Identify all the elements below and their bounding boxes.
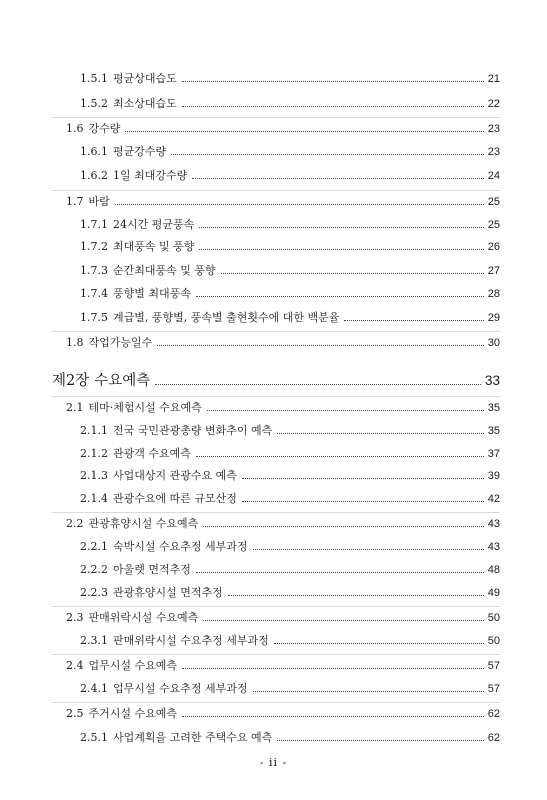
toc-entry[interactable] xyxy=(80,634,500,648)
toc-entry-title: 순간최대풍속 및 풍향 xyxy=(113,264,216,277)
toc-entry-title: 테마·체험시설 수요예측 xyxy=(88,401,202,414)
toc-entry[interactable] xyxy=(80,447,500,461)
toc-entry-title: 사업대상지 관광수요 예측 xyxy=(113,469,237,482)
toc-entry[interactable] xyxy=(66,659,500,673)
toc-entry-title: 아울렛 면적추정 xyxy=(113,563,191,576)
toc-dot-leader xyxy=(203,526,483,527)
section-divider xyxy=(52,117,500,118)
toc-dot-leader xyxy=(344,320,483,321)
toc-entry-page: 35 xyxy=(487,402,500,414)
toc-dot-leader xyxy=(277,433,483,434)
toc-entry-title: 판매위락시설 수요예측 xyxy=(88,611,199,624)
toc-entry-number: 2.4.1 xyxy=(80,682,108,695)
toc-entry-title: 계급별, 풍향별, 풍속별 출현횟수에 대한 백분율 xyxy=(113,311,340,324)
section-divider xyxy=(52,331,500,332)
toc-entry[interactable] xyxy=(80,145,500,159)
toc-entry-page: 43 xyxy=(487,541,500,553)
toc-entry-page: 35 xyxy=(487,425,500,437)
toc-entry-title: 작업가능일수 xyxy=(88,336,153,349)
toc-entry-title: 관광휴양시설 수요예측 xyxy=(88,517,199,530)
toc-entry[interactable] xyxy=(66,195,500,209)
toc-entry-number: 2.1.3 xyxy=(80,469,108,482)
toc-entry-page: 43 xyxy=(487,518,500,530)
toc-dot-leader xyxy=(182,106,484,107)
toc-entry-title: 최소상대습도 xyxy=(113,97,177,110)
toc-dot-leader xyxy=(253,549,484,550)
toc-entry-number: 1.5.1 xyxy=(80,72,108,85)
toc-entry-title: 강수량 xyxy=(88,122,121,135)
toc-dot-leader xyxy=(125,131,483,132)
toc-entry-page: 62 xyxy=(487,708,500,720)
toc-dot-leader xyxy=(182,716,484,717)
toc-entry-number: 2.2 xyxy=(66,517,84,530)
toc-entry-title: 평균상대습도 xyxy=(113,72,177,85)
toc-entry[interactable] xyxy=(80,586,500,600)
section-divider xyxy=(52,702,500,703)
toc-entry-number: 2.1.4 xyxy=(80,492,108,505)
toc-entry[interactable] xyxy=(80,72,500,86)
section-divider xyxy=(52,190,500,191)
toc-dot-leader xyxy=(221,273,484,274)
toc-entry-title: 숙박시설 수요추정 세부과정 xyxy=(113,540,248,553)
toc-entry[interactable] xyxy=(80,311,500,325)
toc-entry-page: 49 xyxy=(487,587,500,599)
toc-entry[interactable] xyxy=(66,517,500,531)
toc-entry-number: 2.2.3 xyxy=(80,586,108,599)
toc-entry-number: 1.5.2 xyxy=(80,97,108,110)
toc-entry-number: 1.7.1 xyxy=(80,218,108,231)
toc-entry-page: 39 xyxy=(487,470,500,482)
toc-entry-title: 1일 최대강수량 xyxy=(113,169,188,182)
toc-dot-leader xyxy=(192,178,483,179)
toc-entry-page: 25 xyxy=(487,219,500,231)
toc-entry-number: 1.6.1 xyxy=(80,145,108,158)
toc-entry-title: 관광휴양시설 면적추정 xyxy=(113,586,223,599)
toc-dot-leader xyxy=(155,384,481,385)
toc-entry-number: 1.6 xyxy=(66,122,84,135)
toc-chapter-page: 33 xyxy=(484,373,500,388)
toc-dot-leader xyxy=(228,595,484,596)
toc-entry-title: 사업계획을 고려한 주택수요 예측 xyxy=(113,731,273,744)
toc-entry-title: 업무시설 수요예측 xyxy=(88,659,178,672)
toc-entry-page: 57 xyxy=(487,683,500,695)
toc-entry[interactable] xyxy=(66,611,500,625)
toc-entry[interactable] xyxy=(80,469,500,483)
toc-dot-leader xyxy=(196,456,484,457)
toc-entry-title: 최대풍속 및 풍향 xyxy=(113,240,195,253)
toc-entry-page: 30 xyxy=(487,337,500,349)
toc-entry[interactable] xyxy=(80,287,500,301)
toc-chapter-number: 제2장 xyxy=(52,373,90,389)
toc-entry[interactable] xyxy=(80,97,500,111)
toc-entry[interactable] xyxy=(80,682,500,696)
section-divider xyxy=(52,512,500,513)
toc-entry[interactable] xyxy=(80,264,500,278)
toc-dot-leader xyxy=(274,643,484,644)
toc-dot-leader xyxy=(199,249,483,250)
toc-entry-page: 50 xyxy=(487,612,500,624)
toc-entry-title: 관광수요에 따른 규모산정 xyxy=(113,492,237,505)
toc-dot-leader xyxy=(199,227,484,228)
toc-entry-title: 주거시설 수요예측 xyxy=(88,707,178,720)
toc-entry-page: 26 xyxy=(487,241,500,253)
section-divider xyxy=(52,396,500,397)
toc-entry-title: 판매위락시설 수요추정 세부과정 xyxy=(113,634,269,647)
toc-entry[interactable] xyxy=(80,424,500,438)
toc-entry-page: 62 xyxy=(487,732,500,744)
toc-entry-title: 업무시설 수요추정 세부과정 xyxy=(113,682,248,695)
toc-entry-title: 전국 국민관광총량 변화추이 예측 xyxy=(113,424,273,437)
toc-chapter-entry[interactable] xyxy=(52,372,500,390)
toc-entry[interactable] xyxy=(80,563,500,577)
toc-entry-number: 1.7.3 xyxy=(80,264,108,277)
toc-entry-page: 57 xyxy=(487,660,500,672)
toc-entry-number: 1.8 xyxy=(66,336,84,349)
toc-entry[interactable] xyxy=(80,240,500,254)
toc-dot-leader xyxy=(207,410,484,411)
toc-entry-page: 28 xyxy=(487,288,500,300)
toc-entry-number: 2.3.1 xyxy=(80,634,108,647)
toc-entry-page: 48 xyxy=(487,564,500,576)
toc-entry-page: 37 xyxy=(487,448,500,460)
toc-dot-leader xyxy=(182,81,484,82)
toc-entry-title: 24시간 평균풍속 xyxy=(113,218,195,231)
toc-entry-number: 1.7 xyxy=(66,195,84,208)
toc-entry-page: 42 xyxy=(487,493,500,505)
toc-entry-page: 24 xyxy=(487,170,500,182)
toc-dot-leader xyxy=(115,204,484,205)
toc-dot-leader xyxy=(182,668,484,669)
toc-dot-leader xyxy=(203,620,483,621)
toc-entry[interactable] xyxy=(66,401,500,415)
toc-dot-leader xyxy=(242,501,484,502)
toc-entry-number: 2.3 xyxy=(66,611,84,624)
toc-entry-page: 22 xyxy=(487,98,500,110)
toc-entry-page: 21 xyxy=(487,73,500,85)
toc-entry-number: 2.2.1 xyxy=(80,540,108,553)
toc-entry[interactable] xyxy=(80,540,500,554)
toc-entry-page: 23 xyxy=(487,146,500,158)
toc-entry-title: 평균강수량 xyxy=(113,145,167,158)
toc-entry-number: 1.6.2 xyxy=(80,169,108,182)
toc-entry[interactable] xyxy=(80,169,500,183)
toc-dot-leader xyxy=(196,296,484,297)
toc-entry-number: 2.1 xyxy=(66,401,84,414)
section-divider xyxy=(52,654,500,655)
toc-entry[interactable] xyxy=(80,218,500,232)
toc-entry-number: 2.2.2 xyxy=(80,563,108,576)
toc-entry-number: 2.1.2 xyxy=(80,447,108,460)
toc-entry-page: 25 xyxy=(487,196,500,208)
toc-entry-page: 50 xyxy=(487,635,500,647)
toc-entry-number: 2.5 xyxy=(66,707,84,720)
section-divider xyxy=(52,606,500,607)
toc-entry[interactable] xyxy=(80,492,500,506)
toc-chapter-title: 수요예측 xyxy=(94,373,151,389)
toc-dot-leader xyxy=(242,478,484,479)
toc-entry-number: 1.7.4 xyxy=(80,287,108,300)
toc-entry-number: 1.7.5 xyxy=(80,311,108,324)
toc-entry-page: 27 xyxy=(487,265,500,277)
toc-entry[interactable] xyxy=(66,707,500,721)
toc-entry-number: 2.5.1 xyxy=(80,731,108,744)
toc-dot-leader xyxy=(253,691,484,692)
toc-dot-leader xyxy=(277,740,483,741)
toc-entry[interactable] xyxy=(66,336,500,350)
toc-entry-number: 2.4 xyxy=(66,659,84,672)
toc-entry-number: 2.1.1 xyxy=(80,424,108,437)
toc-entry-title: 관광객 수요예측 xyxy=(113,447,191,460)
toc-entry[interactable] xyxy=(80,731,500,745)
page-number-footer: - ii - xyxy=(259,756,288,769)
toc-entry-title: 풍향별 최대풍속 xyxy=(113,287,191,300)
toc-entry-number: 1.7.2 xyxy=(80,240,108,253)
toc-dot-leader xyxy=(157,345,483,346)
toc-entry-page: 29 xyxy=(487,312,500,324)
toc-entry[interactable] xyxy=(66,122,500,136)
toc-entry-title: 바람 xyxy=(88,195,110,208)
toc-dot-leader xyxy=(171,154,484,155)
toc-entry-page: 23 xyxy=(487,123,500,135)
toc-dot-leader xyxy=(196,572,484,573)
